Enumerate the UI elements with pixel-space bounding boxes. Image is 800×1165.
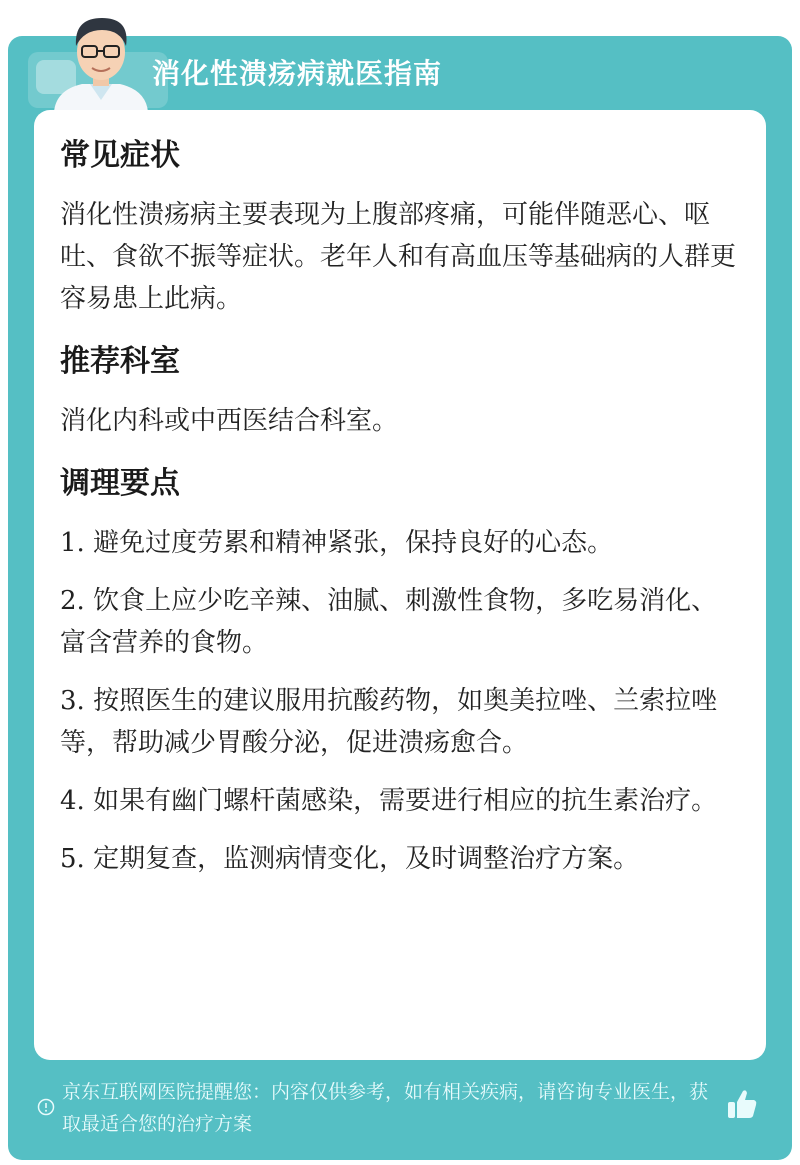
content-card [34,110,766,1060]
page-title: 消化性溃疡病就医指南 [152,57,443,90]
section-heading-care: 调理要点 [60,466,180,501]
list-item: 2. 饮食上应少吃辛辣、油腻、刺激性食物，多吃易消化、富含营养的食物。 [60,586,718,658]
doctor-avatar [46,8,156,112]
section-heading-symptoms: 常见症状 [60,138,180,173]
list-item: 3. 按照医生的建议服用抗酸药物，如奥美拉唑、兰索拉唑等，帮助减少胃酸分泌，促进溃疡愈合。 [60,686,718,758]
list-item: 1. 避免过度劳累和精神紧张，保持良好的心态。 [60,528,614,558]
list-item: 5. 定期复查，监测病情变化，及时调整治疗方案。 [60,844,640,874]
info-icon [37,1098,55,1116]
disclaimer-text: 京东互联网医院提醒您：内容仅供参考，如有相关疾病，请咨询专业医生，获取最适合您的治疗方案 [62,1081,709,1135]
symptoms-text: 消化性溃疡病主要表现为上腹部疼痛，可能伴随恶心、呕吐、食欲不振等症状。老年人和有高血压等基础病的人群更容易患上此病。 [60,200,737,314]
department-text: 消化内科或中西医结合科室。 [60,406,399,436]
list-item: 4. 如果有幽门螺杆菌感染，需要进行相应的抗生素治疗。 [60,786,718,816]
section-heading-department: 推荐科室 [60,344,180,379]
thumbs-up-icon[interactable] [724,1086,760,1122]
